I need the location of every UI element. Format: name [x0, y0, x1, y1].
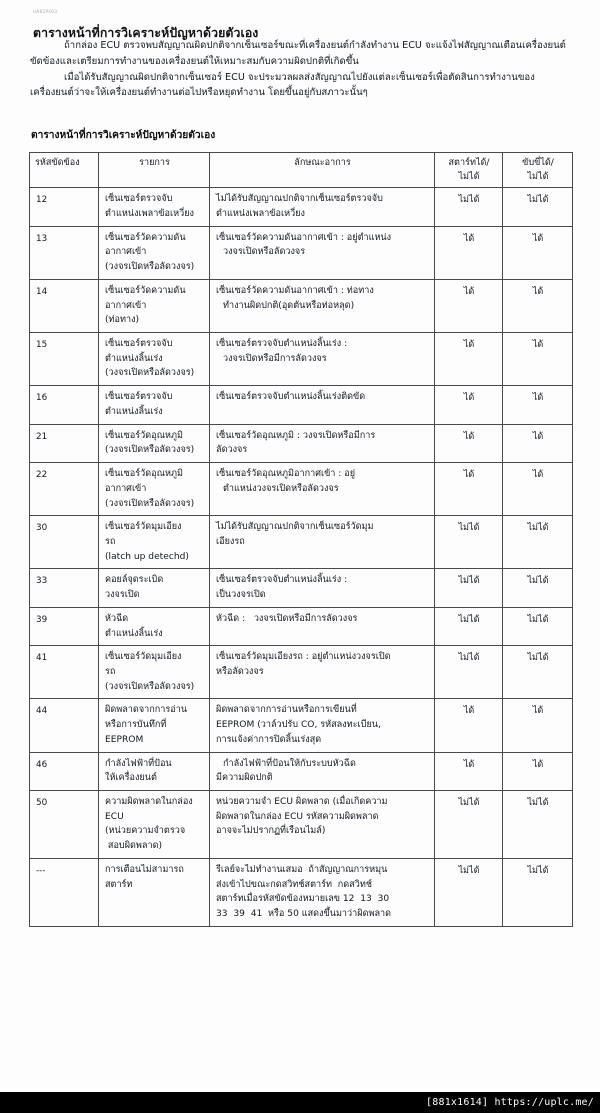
cell-drivable: ได้	[503, 386, 573, 424]
cell-symptom-line: ทำงานผิดปกติ(อุดตันหรือท่อหลุด)	[223, 300, 355, 311]
cell-symptom-line: ตำแหน่งวงจรเปิดหรือลัดวงจร	[223, 483, 339, 494]
scan-code-watermark: UA82P403	[33, 9, 58, 14]
table-row	[30, 699, 573, 752]
table-row	[30, 791, 573, 859]
column-header-symptom: ลักษณะอาการ	[210, 153, 435, 188]
cell-drivable: ได้	[503, 699, 573, 752]
cell-item-line: อากาศเข้า	[105, 483, 147, 494]
cell-fault-code: 46	[30, 752, 99, 790]
cell-item-line: EEPROM	[105, 734, 144, 745]
cell-item-line: อากาศเข้า	[105, 247, 147, 258]
cell-startable: ได้	[435, 279, 503, 332]
cell-item-line: สตาร์ท	[105, 879, 133, 890]
cell-symptom-line: วงจรเปิดหรือลัดวงจร	[223, 247, 306, 258]
cell-drivable: ได้	[503, 279, 573, 332]
cell-item	[99, 607, 210, 645]
cell-symptom-line: 33 39 41 หรือ 50 แสดงขึ้นมาว่าผิดพลาด	[216, 909, 392, 920]
column-header-startable-line1: สตาร์ทได้/	[448, 158, 490, 168]
column-header-startable	[435, 153, 503, 188]
source-watermark: [881x1614] https://uplc.me/	[418, 1094, 600, 1113]
cell-item-line: เซ็นเซอร์ตรวจจับ	[105, 194, 173, 205]
cell-item-line: หัวฉีด	[105, 613, 129, 624]
cell-symptom-line: ลัดวงจร	[216, 445, 248, 456]
fault-code-table	[29, 152, 573, 927]
cell-symptom-line: ผิดพลาดในกล่อง ECU รหัสความผิดพลาด	[216, 811, 379, 822]
cell-item-line: หรือการบันทึกที่	[105, 720, 167, 731]
cell-symptom-line: เซ็นเซอร์วัดอุณหภูมิ : วงจรเปิดหรือมีการ	[216, 430, 376, 441]
table-row	[30, 752, 573, 790]
cell-item-line: (ท่อทาง)	[105, 315, 140, 326]
cell-drivable: ได้	[503, 463, 573, 516]
table-row	[30, 569, 573, 607]
cell-fault-code: 13	[30, 226, 99, 279]
cell-item	[99, 699, 210, 752]
cell-fault-code: 22	[30, 463, 99, 516]
cell-symptom-line: ผิดพลาดจากการอ่านหรือการเขียนที่	[216, 705, 357, 716]
cell-symptom	[210, 569, 435, 607]
cell-fault-code: 39	[30, 607, 99, 645]
cell-symptom-line: ไม่ได้รับสัญญาณปกติจากเซ็นเซอร์วัดมุม	[216, 522, 374, 533]
cell-drivable: ได้	[503, 752, 573, 790]
cell-item-line: ผิดพลาดจากการอ่าน	[105, 705, 188, 716]
cell-item-line: เซ็นเซอร์วัดอุณหภูมิ	[105, 430, 184, 441]
table-row	[30, 279, 573, 332]
cell-item-line: (วงจรเปิดหรือลัดวงจร)	[105, 498, 195, 509]
cell-fault-code: 30	[30, 516, 99, 569]
cell-item-line: เซ็นเซอร์วัดความดัน	[105, 232, 186, 243]
cell-symptom-line: วงจรเปิดหรือมีการลัดวงจร	[223, 353, 327, 364]
table-row	[30, 607, 573, 645]
cell-item-line: อากาศเข้า	[105, 300, 147, 311]
cell-item-line: ให้เครื่องยนต์	[105, 773, 157, 784]
cell-symptom	[210, 646, 435, 699]
cell-item-line: เซ็นเซอร์วัดความดัน	[105, 285, 186, 296]
cell-drivable: ได้	[503, 424, 573, 462]
cell-item	[99, 424, 210, 462]
table-row	[30, 226, 573, 279]
intro-text-block	[30, 38, 575, 101]
cell-item	[99, 463, 210, 516]
cell-item-line: กำลังไฟฟ้าที่ป้อน	[105, 758, 172, 769]
cell-item-line: เซ็นเซอร์วัดมุมเอียง	[105, 652, 182, 663]
table-row	[30, 858, 573, 926]
cell-symptom	[210, 699, 435, 752]
cell-fault-code: 12	[30, 188, 99, 226]
cell-item	[99, 333, 210, 386]
cell-drivable: ไม่ได้	[503, 516, 573, 569]
cell-symptom-line: EEPROM (วาล์วปรับ CO, รหัสลงทะเบียน,	[216, 720, 381, 731]
cell-symptom-line: หน่วยความจำ ECU ผิดพลาด (เมื่อเกิดความ	[216, 797, 388, 807]
cell-fault-code: 16	[30, 386, 99, 424]
cell-symptom-line: การแจ้งค่าการปิดลิ้นเร่งสุด	[216, 734, 322, 745]
cell-symptom	[210, 226, 435, 279]
cell-item-line: (วงจรเปิดหรือลัดวงจร)	[105, 368, 195, 379]
cell-symptom	[210, 279, 435, 332]
cell-symptom-line: เซ็นเซอร์วัดมุมเอียงรถ : อยู่ตำแหน่งวงจรเปิด	[216, 652, 391, 663]
cell-fault-code: 14	[30, 279, 99, 332]
cell-item	[99, 858, 210, 926]
cell-fault-code: 33	[30, 569, 99, 607]
table-body	[30, 188, 573, 926]
cell-symptom-line: เซ็นเซอร์วัดความดันอากาศเข้า : อยู่ตำแหน่ง	[216, 232, 392, 243]
cell-symptom-line: เซ็นเซอร์ตรวจจับตำแหน่งลิ้นเร่ง :	[216, 339, 348, 350]
cell-drivable: ได้	[503, 226, 573, 279]
cell-symptom	[210, 188, 435, 226]
cell-symptom-line: กำลังไฟฟ้าที่ป้อนให้กับระบบหัวฉีด	[223, 758, 356, 769]
cell-item-line: ตำแหน่งเพลาข้อเหวี่ยง	[105, 209, 194, 219]
table-row	[30, 188, 573, 226]
cell-symptom	[210, 607, 435, 645]
cell-symptom	[210, 791, 435, 859]
cell-item	[99, 386, 210, 424]
cell-symptom	[210, 752, 435, 790]
cell-drivable: ได้	[503, 333, 573, 386]
cell-startable: ไม่ได้	[435, 646, 503, 699]
cell-symptom-line: ไม่ได้รับสัญญาณปกติจากเซ็นเซอร์ตรวจจับ	[216, 194, 383, 205]
cell-symptom-line: เอียงรถ	[216, 536, 245, 547]
cell-item-line: คอยล์จุดระเบิด	[105, 575, 164, 586]
cell-item-line: สอบผิดพลาด)	[105, 841, 163, 852]
column-header-startable-line2: ไม่ได้	[458, 171, 480, 182]
cell-startable: ไม่ได้	[435, 791, 503, 859]
table-header	[30, 153, 573, 188]
table-header-row	[30, 153, 573, 188]
cell-item	[99, 791, 210, 859]
cell-item-line: เซ็นเซอร์วัดมุมเอียง	[105, 522, 182, 533]
cell-item-line: (วงจรเปิดหรือลัดวงจร)	[105, 445, 195, 456]
table-row	[30, 646, 573, 699]
intro-paragraph-2: เมื่อได้รับสัญญาณผิดปกติจากเซ็นเซอร์ ECU จะประมวลผลส่งสัญญาณไปยังแต่ละเซ็นเซอร์เพื่อตัดสินการทำงานของเครื่องยนต์ว่าจะให้เครื่องยนต์ทำงานต่อไปหรือหยุดทำงาน โดยขึ้นอยู่กับสภาวะนั้นๆ	[30, 71, 535, 99]
table-row	[30, 463, 573, 516]
table-row	[30, 386, 573, 424]
cell-symptom-line: หรือลัดวงจร	[216, 666, 264, 677]
cell-startable: ไม่ได้	[435, 569, 503, 607]
table-row	[30, 333, 573, 386]
cell-fault-code: 50	[30, 791, 99, 859]
cell-item-line: (วงจรเปิดหรือลัดวงจร)	[105, 262, 195, 273]
cell-item-line: ตำแหน่งลิ้นเร่ง	[105, 628, 163, 639]
cell-symptom-line: มีความผิดปกติ	[216, 773, 273, 784]
cell-item-line: ECU	[105, 811, 124, 822]
cell-item-line: (หน่วยความจำตรวจ	[105, 826, 186, 837]
cell-item-line: เซ็นเซอร์ตรวจจับ	[105, 339, 173, 350]
cell-startable: ได้	[435, 226, 503, 279]
cell-item	[99, 569, 210, 607]
cell-symptom	[210, 463, 435, 516]
cell-drivable: ไม่ได้	[503, 791, 573, 859]
cell-fault-code: ---	[30, 858, 99, 926]
cell-symptom-line: รีเลย์จะไม่ทำงานเสมอ ถ้าสัญญาณการหมุน	[216, 864, 388, 875]
cell-symptom	[210, 333, 435, 386]
cell-item	[99, 516, 210, 569]
cell-symptom-line: สตาร์ทเมื่อรหัสขัดข้องหมายเลข 12 13 30	[216, 894, 390, 905]
cell-drivable: ไม่ได้	[503, 858, 573, 926]
cell-symptom-line: เซ็นเซอร์ตรวจจับตำแหน่งลิ้นเร่ง :	[216, 575, 348, 586]
cell-symptom-line: เซ็นเซอร์วัดอุณหภูมิอากาศเข้า : อยู่	[216, 469, 356, 480]
table-row	[30, 424, 573, 462]
column-header-code: รหัสขัดข้อง	[30, 153, 99, 188]
cell-startable: ไม่ได้	[435, 858, 503, 926]
column-header-drivable-line2: ไม่ได้	[527, 171, 549, 182]
cell-item-line: เซ็นเซอร์ตรวจจับ	[105, 392, 173, 403]
cell-item-line: ความผิดพลาดในกล่อง	[105, 797, 193, 807]
cell-fault-code: 21	[30, 424, 99, 462]
table-caption: ตารางหน้าที่การวิเคราะห์ปัญหาด้วยตัวเอง	[31, 130, 216, 141]
cell-symptom	[210, 424, 435, 462]
cell-startable: ได้	[435, 752, 503, 790]
column-header-drivable-line1: ขับขี่ได้/	[522, 158, 554, 168]
cell-drivable: ไม่ได้	[503, 607, 573, 645]
cell-symptom	[210, 386, 435, 424]
cell-item-line: (latch up detechd)	[105, 551, 189, 562]
cell-item-line: (วงจรเปิดหรือลัดวงจร)	[105, 681, 195, 692]
cell-startable: ไม่ได้	[435, 188, 503, 226]
cell-item-line: ตำแหน่งลิ้นเร่ง	[105, 406, 163, 417]
cell-drivable: ไม่ได้	[503, 569, 573, 607]
cell-item-line: การเตือนไม่สามารถ	[105, 864, 184, 875]
cell-startable: ได้	[435, 699, 503, 752]
cell-symptom-line: เซ็นเซอร์ตรวจจับตำแหน่งลิ้นเร่งติดขัด	[216, 392, 366, 403]
cell-symptom-line: ตำแหน่งเพลาข้อเหวี่ยง	[216, 209, 305, 219]
cell-symptom-line: เซ็นเซอร์วัดความดันอากาศเข้า : ท่อทาง	[216, 285, 374, 296]
cell-fault-code: 44	[30, 699, 99, 752]
cell-item-line: รถ	[105, 536, 116, 547]
cell-item	[99, 188, 210, 226]
column-header-item: รายการ	[99, 153, 210, 188]
cell-item	[99, 279, 210, 332]
cell-symptom-line: อาจจะไม่ปรากฏที่เรือนไมล์)	[216, 826, 326, 837]
cell-symptom-line: ส่งเข้าไปขณะกดสวิทช์สตาร์ท กดสวิทช์	[216, 879, 372, 890]
cell-symptom	[210, 858, 435, 926]
cell-item	[99, 752, 210, 790]
cell-item-line: ตำแหน่งลิ้นเร่ง	[105, 353, 163, 364]
cell-fault-code: 15	[30, 333, 99, 386]
cell-drivable: ไม่ได้	[503, 646, 573, 699]
cell-item-line: เซ็นเซอร์วัดอุณหภูมิ	[105, 469, 184, 480]
table-row	[30, 516, 573, 569]
cell-startable: ได้	[435, 463, 503, 516]
cell-startable: ไม่ได้	[435, 607, 503, 645]
cell-startable: ได้	[435, 386, 503, 424]
cell-item-line: วงจรเปิด	[105, 590, 140, 601]
cell-symptom-line: หัวฉีด : วงจรเปิดหรือมีการลัดวงจร	[216, 613, 358, 624]
page-title: ตารางหน้าที่การวิเคราะห์ปัญหาด้วยตัวเอง	[33, 26, 259, 41]
cell-startable: ไม่ได้	[435, 516, 503, 569]
column-header-drivable	[503, 153, 573, 188]
cell-symptom-line: เป็นวงจรเปิด	[216, 590, 266, 601]
cell-startable: ได้	[435, 333, 503, 386]
cell-item	[99, 646, 210, 699]
cell-item-line: รถ	[105, 666, 116, 677]
cell-item	[99, 226, 210, 279]
cell-fault-code: 41	[30, 646, 99, 699]
intro-paragraph-1: ถ้ากล่อง ECU ตรวจพบสัญญาณผิดปกติจากเซ็นเซอร์ขณะที่เครื่องยนต์กำลังทำงาน ECU จะแจ้งไฟสัญญาณเตือนเครื่องยนต์ขัดข้องและเตรียมการทำงานของเครื่องยนต์ให้เหมาะสมกับความผิดปกติที่เกิดขึ้น	[30, 40, 566, 67]
cell-symptom	[210, 516, 435, 569]
cell-drivable: ไม่ได้	[503, 188, 573, 226]
cell-startable: ได้	[435, 424, 503, 462]
